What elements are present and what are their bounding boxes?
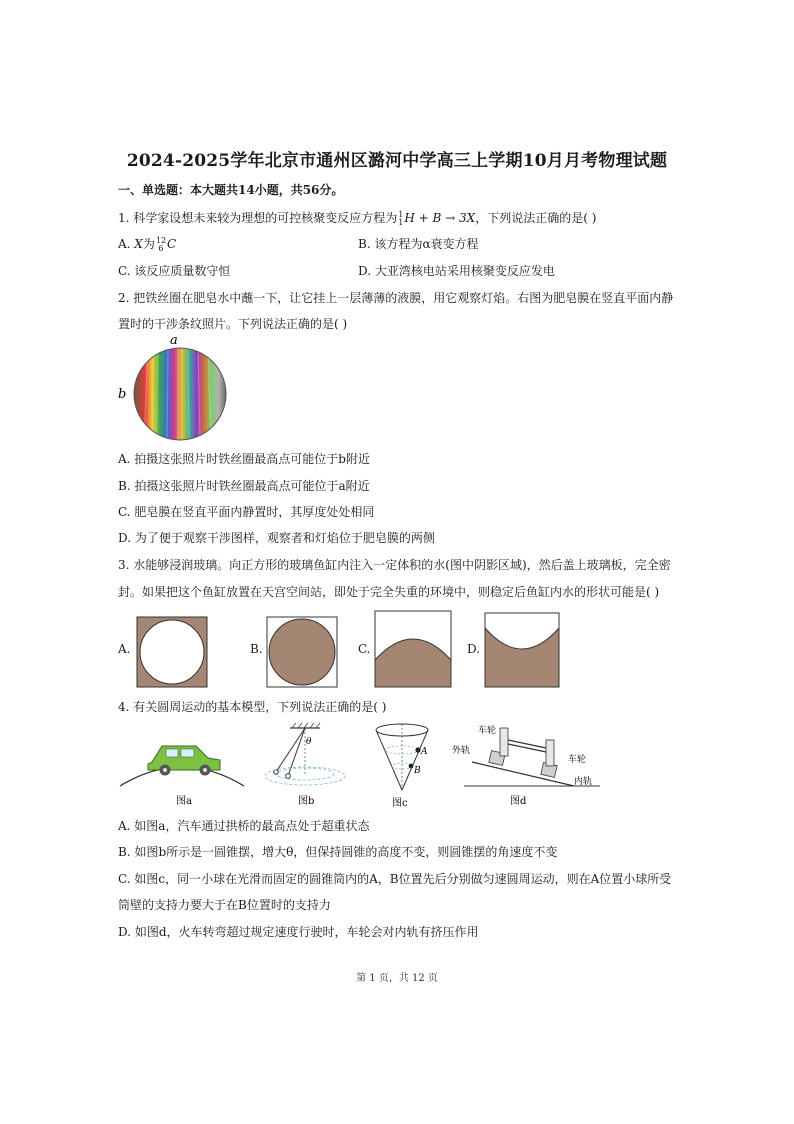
q3-option-a-label[interactable]: A. [118,642,131,656]
page-title: 2024-2025学年北京市通州区潞河中学高三上学期10月月考物理试题 [126,151,668,171]
fig-c-caption: 图c [392,798,408,808]
q4-stem: 4. 有关圆周运动的基本模型，下列说法正确的是( ) [118,700,387,714]
q4-figure-b [262,722,356,808]
q3-figure-b[interactable] [266,616,338,688]
q2-option-b[interactable]: B. 拍摄这张照片时铁丝圈最高点可能位于a附近 [118,479,370,493]
q4-figure-d [450,720,610,810]
q4-option-a[interactable]: A. 如图a，汽车通过拱桥的最高点处于超重状态 [118,819,370,833]
q1-option-b[interactable]: B. 该方程为α衰变方程 [358,237,479,251]
section-heading: 一、单选题：本大题共14小题，共56分。 [118,183,344,197]
q4-option-b[interactable]: B. 如图b所示是一圆锥摆，增大θ，但保持圆锥的高度不变，则圆锥摆的角速度不变 [118,845,558,859]
q1-option-a[interactable]: A. X为 12 6 C [118,235,177,253]
theta-label: θ [306,737,312,747]
label-B: B [414,766,421,776]
q2-stem-line2: 置时的干涉条纹照片。下列说法正确的是( ) [118,317,348,331]
fig-b-caption: 图b [298,796,315,807]
inner-rail-label: 内轨 [574,777,593,787]
q4-figure-a [118,722,248,808]
q3-option-d-label[interactable]: D. [467,642,481,656]
outer-rail-label: 外轨 [452,746,471,756]
film-label-b: b [118,387,127,402]
q2-option-a[interactable]: A. 拍摄这张照片时铁丝圈最高点可能位于b附近 [118,452,370,466]
wheel-label-2: 车轮 [568,755,587,765]
page-footer: 第 1 页，共 12 页 [356,973,438,984]
q3-figure-c[interactable] [374,610,452,688]
q4-option-c-line1[interactable]: C. 如图c，同一小球在光滑而固定的圆锥筒内的A，B位置先后分别做匀速圆周运动，则在A位置小球所受 [118,872,672,886]
q4-option-d[interactable]: D. 如图d，火车转弯超过规定速度行驶时，车轮会对内轨有挤压作用 [118,925,479,939]
fig-a-caption: 图a [176,796,192,807]
wheel-label-1: 车轮 [478,726,497,736]
q1-stem: 1. 科学家设想未来较为理想的可控核聚变反应方程为 1 1 H + B → 3X，下列说法正确的是( ) [118,209,597,227]
q3-option-b-label[interactable]: B. [250,642,263,656]
q3-figure-a[interactable] [136,616,208,688]
label-A: A [421,747,428,757]
q1-option-d[interactable]: D. 大亚湾核电站采用核聚变反应发电 [358,264,555,278]
film-label-a: a [170,333,178,348]
q3-stem-line1: 3. 水能够浸润玻璃。向正方形的玻璃鱼缸内注入一定体积的水(图中阴影区域)，然后盖上玻璃板，完全密 [118,558,671,572]
q3-stem-line2: 封。如果把这个鱼缸放置在天宫空间站，即处于完全失重的环境中，则稳定后鱼缸内水的形状可能是( ) [118,585,660,599]
q1-equation: H + B → 3X [404,211,476,225]
q2-stem-line1: 2. 把铁丝圈在肥皂水中蘸一下，让它挂上一层薄薄的液膜，用它观察灯焰。右图为肥皂膜在竖直平面内静 [118,291,674,305]
q4-figure-c [370,720,440,808]
q3-figure-d[interactable] [484,612,560,688]
soap-film-photo [114,332,230,444]
q2-option-c[interactable]: C. 肥皂膜在竖直平面内静置时，其厚度处处相同 [118,505,375,519]
q1-option-c[interactable]: C. 该反应质量数守恒 [118,264,231,278]
car-icon [148,746,220,776]
q2-option-d[interactable]: D. 为了便于观察干涉图样，观察者和灯焰位于肥皂膜的两侧 [118,531,435,545]
q3-option-c-label[interactable]: C. [358,642,371,656]
fig-d-caption: 图d [510,796,527,807]
q4-option-c-line2[interactable]: 筒壁的支持力要大于在B位置时的支持力 [118,898,331,912]
